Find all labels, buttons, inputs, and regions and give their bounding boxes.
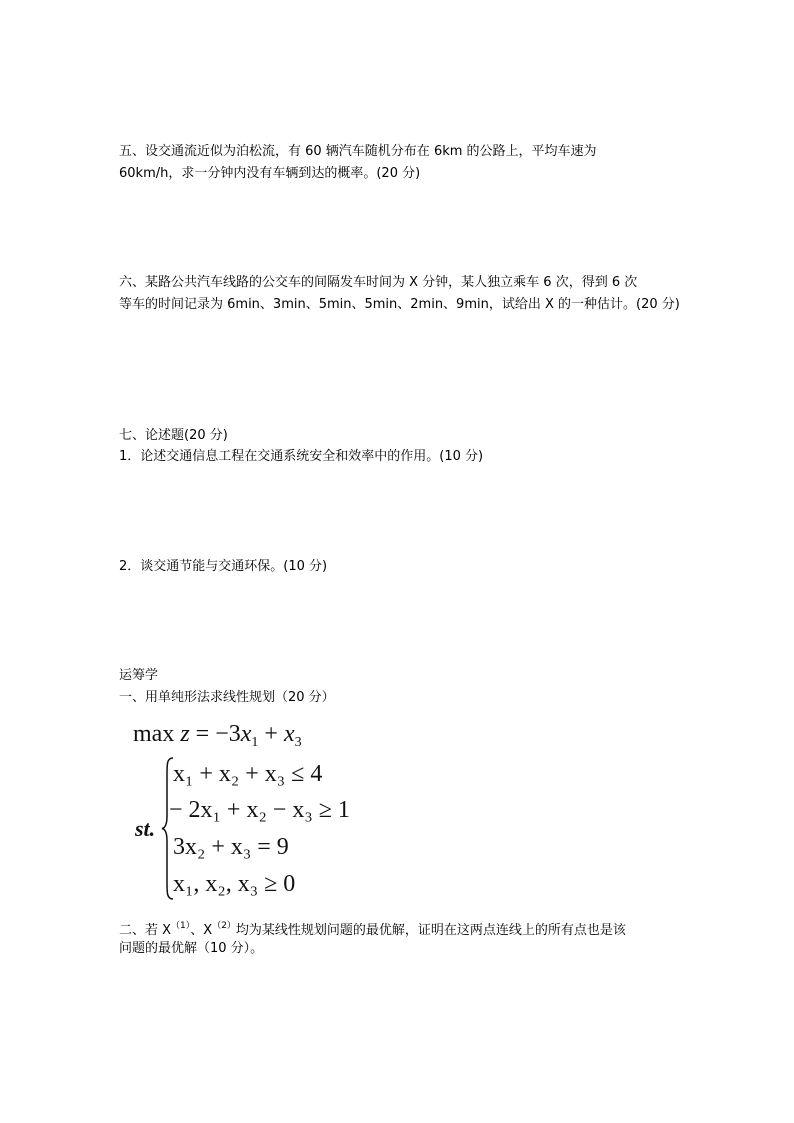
question-5-line-1: 五、设交通流近似为泊松流，有 60 辆汽车随机分布在 6km 的公路上，平均车速为	[119, 144, 597, 159]
question-6-line-1: 六、某路公共汽车线路的公交车的间隔发车时间为 X 分钟，某人独立乘车 6 次，得到 6 次	[119, 275, 638, 290]
or-question-1: 一、用单纯形法求线性规划（20 分）	[119, 690, 335, 705]
question-7-item-2: 2．谈交通节能与交通环保。(10 分)	[119, 559, 328, 574]
or-question-2-line-1	[119, 918, 626, 939]
objective-variable: z	[180, 721, 190, 747]
constraint-2: − 2x₁ + x₂ − x₃ ≥ 1	[169, 797, 350, 823]
or-question-2-line-2: 问题的最优解（10 分）。	[119, 941, 264, 956]
q2-superscript-2: （2）	[212, 921, 236, 931]
q2-superscript-1: （1）	[171, 921, 191, 931]
q2-rest: 均为某线性规划问题的最优解，证明在这两点连线上的所有点也是该	[235, 923, 626, 938]
q2-mid: 、X	[190, 923, 213, 938]
linear-program-formula	[133, 720, 363, 905]
objective-rest: = −3	[189, 721, 241, 747]
constraint-1: x₁ + x₂ + x₃ ≤ 4	[173, 761, 323, 787]
constraint-3: 3x₂ + x₃ = 9	[173, 834, 289, 860]
question-5-line-2: 60km/h，求一分钟内没有车辆到达的概率。(20 分)	[119, 166, 421, 181]
question-6-line-2: 等车的时间记录为 6min、3min、5min、5min、2min、9min，试给出 X 的一种估计。(20 分)	[119, 297, 680, 312]
operations-research-title: 运筹学	[119, 668, 159, 683]
question-7-title: 七、论述题(20 分)	[119, 428, 228, 443]
q2-prefix: 二、若 X	[119, 923, 172, 938]
objective-function: $\max z = -3x_1 + x_3$	[133, 721, 302, 750]
constraint-4: x₁, x₂, x₃ ≥ 0	[173, 871, 296, 897]
question-7-item-1: 1．论述交通信息工程在交通系统安全和效率中的作用。(10 分)	[119, 449, 484, 464]
subject-to-label: st.	[135, 816, 156, 841]
objective-prefix: max	[133, 721, 181, 747]
